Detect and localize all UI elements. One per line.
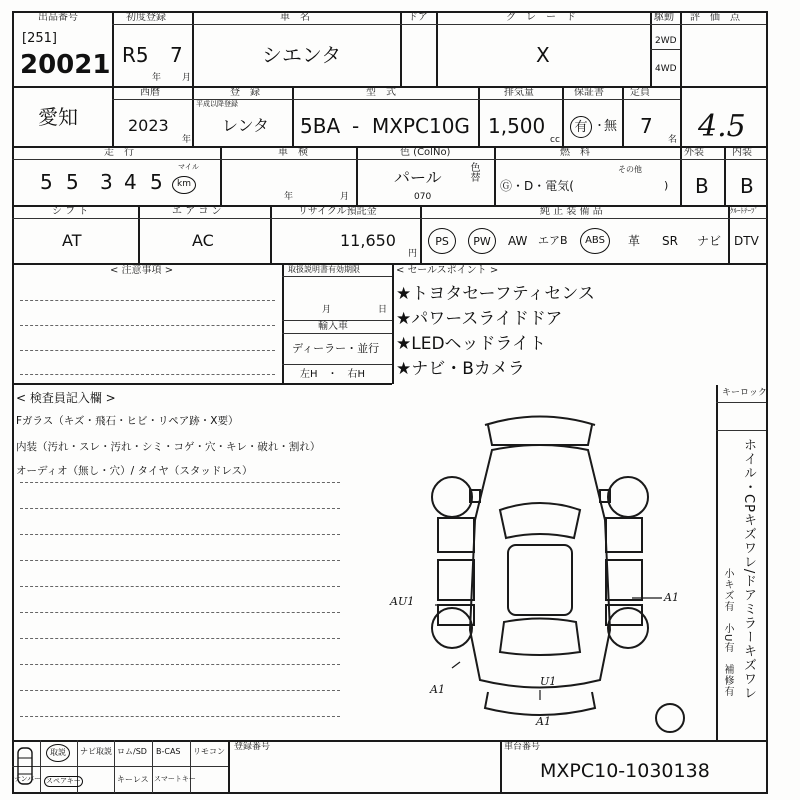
mileage-digit-5: 5	[150, 170, 163, 194]
left-front-door	[438, 518, 474, 552]
inspection-month-unit: 月	[340, 192, 350, 202]
recycle-fee: 11,650	[340, 231, 396, 250]
chassis-label: 車台番号	[504, 742, 541, 752]
footer-remote: リモコン	[193, 747, 225, 756]
mileage-unit-km: km	[172, 176, 196, 194]
car-icon	[14, 744, 36, 788]
shift: AT	[62, 231, 82, 250]
grade-label: グ レ ー ド	[506, 12, 576, 23]
footer-spare-key: スペアキー	[46, 777, 81, 785]
person-unit: 名	[668, 135, 678, 145]
front-bumper	[485, 417, 595, 426]
rear-window	[500, 619, 580, 656]
side-notes: ホイル・CPキズワレ/ドアミラーキズワレ	[741, 438, 756, 701]
displacement: 1,500	[488, 114, 546, 138]
capacity: 7	[640, 114, 653, 138]
footer-number-plate: ナンバー	[14, 775, 42, 783]
score: 4.5	[698, 109, 746, 144]
import-label: 輸入車	[318, 321, 348, 332]
exterior-label: 外装	[684, 147, 704, 158]
notes-label: < 注意事項 >	[110, 265, 174, 276]
interior: B	[740, 174, 754, 198]
displacement-label: 排気量	[504, 87, 534, 98]
left-rear-door	[438, 560, 474, 600]
warranty-label: 保証書	[574, 87, 604, 98]
score-label: 評 価 点	[690, 12, 740, 23]
footer-manual: 取説	[46, 744, 70, 762]
footer-navi-manual: ナビ取説	[80, 747, 112, 756]
equipment-aw: AW	[508, 234, 528, 248]
capacity-label: 定員	[630, 87, 650, 98]
notes-bottom	[12, 383, 392, 385]
first-reg-era: R5	[122, 43, 149, 67]
footer-smart-key: スマートキー	[154, 775, 196, 783]
sales-point-2: ★パワースライドドア	[396, 309, 563, 329]
damage-mark-2: A1	[664, 591, 679, 604]
color: パール	[394, 168, 442, 187]
warranty-no: 無	[604, 119, 618, 134]
first-reg-month: 7	[170, 43, 183, 67]
footer-top	[12, 740, 767, 742]
frame-right	[766, 11, 768, 794]
mileage-digit-2: 5	[66, 170, 79, 194]
footer-keyless: キーレス	[117, 775, 149, 784]
color-no: 070	[414, 192, 432, 202]
equipment-airbag: エアB	[538, 234, 568, 247]
frame-bottom	[12, 792, 767, 794]
equipment-dtv: DTV	[734, 234, 759, 248]
damage-mark-3: A1	[430, 683, 445, 696]
drive-2wd: 2WD	[655, 36, 677, 46]
model-prefix: 5BA	[300, 114, 341, 138]
car-name: シエンタ	[262, 43, 342, 67]
equipment-label: 純 正 装 備 品	[540, 206, 603, 217]
equipment-ps: PS	[428, 228, 456, 254]
sales-point-3: ★LEDヘッドライト	[396, 334, 547, 354]
sales-point-1: ★トヨタセーフティセンス	[396, 284, 595, 304]
registration: レンタ	[222, 116, 269, 135]
grade: X	[536, 43, 550, 67]
color-label: 色 (ColNo)	[400, 147, 451, 158]
right-front-door	[606, 518, 642, 552]
import-dealer: ディーラー・並行	[292, 342, 380, 355]
mileage-digit-1: 5	[40, 170, 53, 194]
key-lock-label: キーロック	[722, 388, 767, 398]
registration-number-label: 登録番号	[234, 742, 271, 752]
equipment-pw: PW	[468, 228, 496, 254]
model-year: 2023	[128, 116, 169, 135]
side-notes-2: 小キズ有 小U有 補修有	[722, 568, 733, 698]
yen-unit: 円	[408, 249, 418, 259]
equipment-navi: ナビ	[697, 234, 722, 248]
equipment-sr: SR	[662, 234, 678, 248]
damage-mark-5: A1	[536, 715, 551, 728]
sales-label: < セールスポイント >	[396, 265, 499, 276]
row3-bottom	[12, 205, 767, 207]
lot-venue: [251]	[22, 31, 57, 46]
fuel-options: Ⓖ・D・電気(	[500, 179, 574, 193]
drive-4wd: 4WD	[655, 64, 677, 74]
footer-rom-sd: ロム/SD	[117, 747, 147, 756]
car-name-label: 車 名	[280, 12, 310, 23]
aircon: AC	[192, 231, 214, 250]
owner-month-unit: 月	[322, 305, 332, 315]
wheel-front-left	[432, 477, 472, 517]
interior-label: 内装	[732, 147, 752, 158]
warranty-yes: 有	[570, 116, 592, 138]
wheel-front-right	[608, 477, 648, 517]
fuel-other: その他	[618, 165, 642, 174]
exterior: B	[695, 174, 709, 198]
mileage-label: 走 行	[104, 147, 134, 158]
car-damage-diagram	[400, 400, 700, 740]
model-label: 型 式	[366, 87, 396, 98]
fuel-label: 燃 料	[560, 147, 590, 158]
first-reg-month-unit: 月	[182, 73, 192, 83]
equipment-abs: ABS	[580, 228, 610, 254]
damage-mark-1: AU1	[390, 595, 415, 608]
handle-side: 左H ・ 右H	[300, 369, 366, 380]
inspection-title: < 検査員記入欄 >	[16, 391, 116, 405]
model-year-unit: 年	[182, 135, 192, 145]
shift-label: シ フ ト	[52, 206, 89, 217]
lot-label: 出品番号	[38, 12, 78, 23]
aircon-label: エ ア コ ン	[172, 206, 222, 217]
lot-number: 20021	[20, 50, 111, 80]
option-label: ｸﾙｰﾄﾃｰﾌﾞ	[730, 207, 758, 215]
inspection-line-1: Fガラス（キズ・飛石・ヒビ・リペア跡・X要）	[16, 415, 239, 427]
cc-unit: cc	[550, 135, 560, 145]
wheel-rear-left	[432, 608, 472, 648]
owner-manual-label: 取扱説明書有効期限	[288, 265, 360, 274]
model-code: MXPC10G	[372, 114, 470, 138]
sales-point-4: ★ナビ・Bカメラ	[396, 359, 525, 379]
registration-sub: 平成以降登録	[196, 100, 238, 108]
spare-wheel	[656, 704, 684, 732]
auction-sheet: 出品番号 [251] 20021 初度登録 R5 7 年 月 車 名 シエンタ ドア グ レ ー ド X 駆動 2WD 4WD 評 価 点 4.5 愛知 西暦 2023 年 登 録 平成以降登録 レンタ 型 式 5BA - MXPC10G 排気量 1,500 cc 保証書 有 ・ 無 定員 7 名 走 行 5 5 3 4 5 マイル km 車 検 年 月 色 (ColNo) パール 070 色替 燃 料 Ⓖ・D・電気( その他 ) 外装 B 内装 B シ フ ト AT エ ア コ ン AC リサイクル預託金 11,650 円 純 正 装 備 品 ｸﾙｰﾄﾃｰﾌﾞ PS PW AW エアB ABS 革 SR ナビ DTV < 注意事項 > 取扱説明書有効期限 月 日 輸入車 ディーラー・並行 左H ・ 右H < セールスポイント > ★トヨタセーフティセンス ★パワースライドドア ★LEDヘッドライト ★ナビ・Bカメラ < 検査員記入欄 > Fガラス（キズ・飛石・ヒビ・リペア跡・X要） 内装（汚れ・スレ・汚れ・シミ・コゲ・穴・キレ・破れ・割れ） オーディオ（無し・穴）/ タイヤ（スタッドレス） キーロック ホイル・CPキズワレ/ドアミラーキズワレ 小キズ有 小U有 補修有 AU1 A1 A1 U1 A1 取説 ナビ取説 ロム/SD B-CAS リモコン ナンバー スペアキー キーレス スマートキー 登録番号 車台番号 MXPC10-1030138	[0, 0, 800, 800]
windshield	[500, 503, 580, 538]
color-change-label: 色替	[468, 162, 479, 182]
owner-date-unit: 日	[378, 305, 388, 315]
registration-label: 登 録	[230, 87, 260, 98]
mileage-unit-mile: マイル	[178, 163, 199, 171]
inspection-year-unit: 年	[284, 192, 294, 202]
mileage-digit-3: 3	[100, 170, 113, 194]
roof	[508, 545, 572, 615]
footer-bcas: B-CAS	[156, 747, 181, 756]
equipment-leather: 革	[628, 234, 641, 248]
chassis-number: MXPC10-1030138	[540, 760, 710, 782]
inspection-line-3: オーディオ（無し・穴）/ タイヤ（スタッドレス）	[16, 465, 253, 477]
inspection-label: 車 検	[278, 147, 308, 158]
region: 愛知	[38, 105, 78, 129]
mileage-digit-4: 4	[124, 170, 137, 194]
wheel-rear-right	[608, 608, 648, 648]
first-reg-year-unit: 年	[152, 73, 162, 83]
first-reg-label: 初度登録	[126, 12, 166, 23]
inspection-line-2: 内装（汚れ・スレ・汚れ・シミ・コゲ・穴・キレ・破れ・割れ）	[16, 441, 321, 453]
doors-label: ドア	[408, 12, 428, 23]
model-year-label: 西暦	[140, 87, 160, 98]
damage-mark-4: U1	[540, 675, 557, 688]
frame-left	[12, 11, 14, 794]
recycle-label: リサイクル預託金	[298, 206, 377, 217]
right-rear-door	[606, 560, 642, 600]
drive-label: 駆動	[654, 12, 674, 23]
body-outline	[470, 445, 610, 688]
